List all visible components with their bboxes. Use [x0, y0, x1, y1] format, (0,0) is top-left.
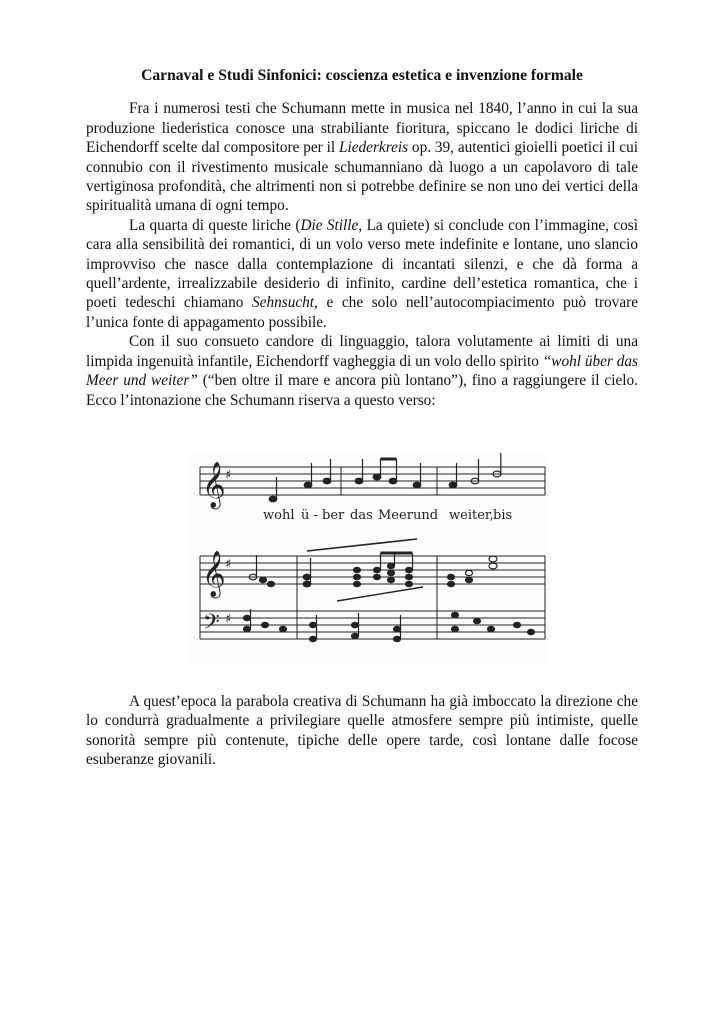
paragraph-1: Fra i numerosi testi che Schumann mette in musica nel 1840, l’anno in cui la sua produzione liederistica conosce una strabiliante fioritura, spiccano le dodici liriche di Eichendorff scelte dal compositore per il Liederkreis op. 39, autentici gioielli poetici il cui connubio con il rivestimento musicale schumanniano dà luogo a un capolavoro di tale vertiginosa profondità, che altrimenti non si potrebbe definire se non uno dei vertici della spiritualità umana di ogni tempo. — [86, 100, 638, 215]
sharp-icon: ♯ — [225, 467, 232, 483]
music-score-image — [187, 453, 549, 665]
paragraph-3: Con il suo consueto candore di linguaggio, talora volutamente ai limiti di una limpida ingenuità infantile, Eichendorff vagheggia di un volo dello spirito “wohl über das Meer und weiter” (“ben oltre il mare e ancora più lontano”), fino a raggiungere il cielo. Ecco l’intonazione che Schumann riserva a questo verso: — [86, 333, 638, 409]
sharp-icon: ♯ — [225, 556, 232, 572]
work-title-liederkreis: Liederkreis — [338, 139, 409, 157]
lyric-syllable: wohl — [263, 507, 295, 523]
paragraph-2: La quarta di queste liriche (Die Stille, La quiete) si conclude con l’immagine, così cara alla sensibilità dei romantici, di un volo verso mete indefinite e lontane, uno slancio improvviso che nasce dalla contemplazione di incantati silenzi, e che dà forma a quell’ardente, irrealizzabile desiderio di infinito, cardine dell’estetica romantica, che i poeti tedeschi chiamano Sehnsucht, e che solo nell’autocompiacimento può trovare l’unica fonte di appagamento possibile. — [86, 216, 639, 331]
quoted-verse: “wohl über das Meer und weiter” — [86, 352, 638, 390]
paragraph-4: A quest’epoca la parabola creativa di Schumann ha già imboccato la direzione che lo condurrà gradualmente a privilegiare quelle atmosfere sempre più intimiste, quelle sonorità sempre più contenute, tipiche delle opere tarde, così lontane dalle focose esuberanze giovanili. — [86, 692, 638, 769]
treble-clef-icon: 𝄞 — [202, 550, 226, 597]
document-page — [86, 66, 638, 770]
treble-clef-icon: 𝄞 — [202, 461, 226, 508]
term-sehnsucht: Sehnsucht, — [252, 294, 318, 312]
lyric-syllable: das — [350, 507, 373, 523]
lyric-syllable: bis — [493, 507, 513, 523]
lyric-syllable: Meer — [378, 507, 413, 523]
work-title-die-stille: Die Stille — [300, 216, 359, 234]
document-title: Carnaval e Studi Sinfonici: coscienza estetica e invenzione formale — [141, 67, 583, 84]
lyric-syllable: ü - ber — [301, 507, 345, 523]
lyric-syllable: weiter, — [449, 507, 494, 523]
lyrics-line — [263, 508, 512, 523]
bass-clef-icon: 𝄢 — [203, 609, 220, 640]
music-score-excerpt — [187, 453, 549, 665]
lyric-syllable: und — [413, 507, 439, 523]
sharp-icon: ♯ — [225, 611, 232, 627]
